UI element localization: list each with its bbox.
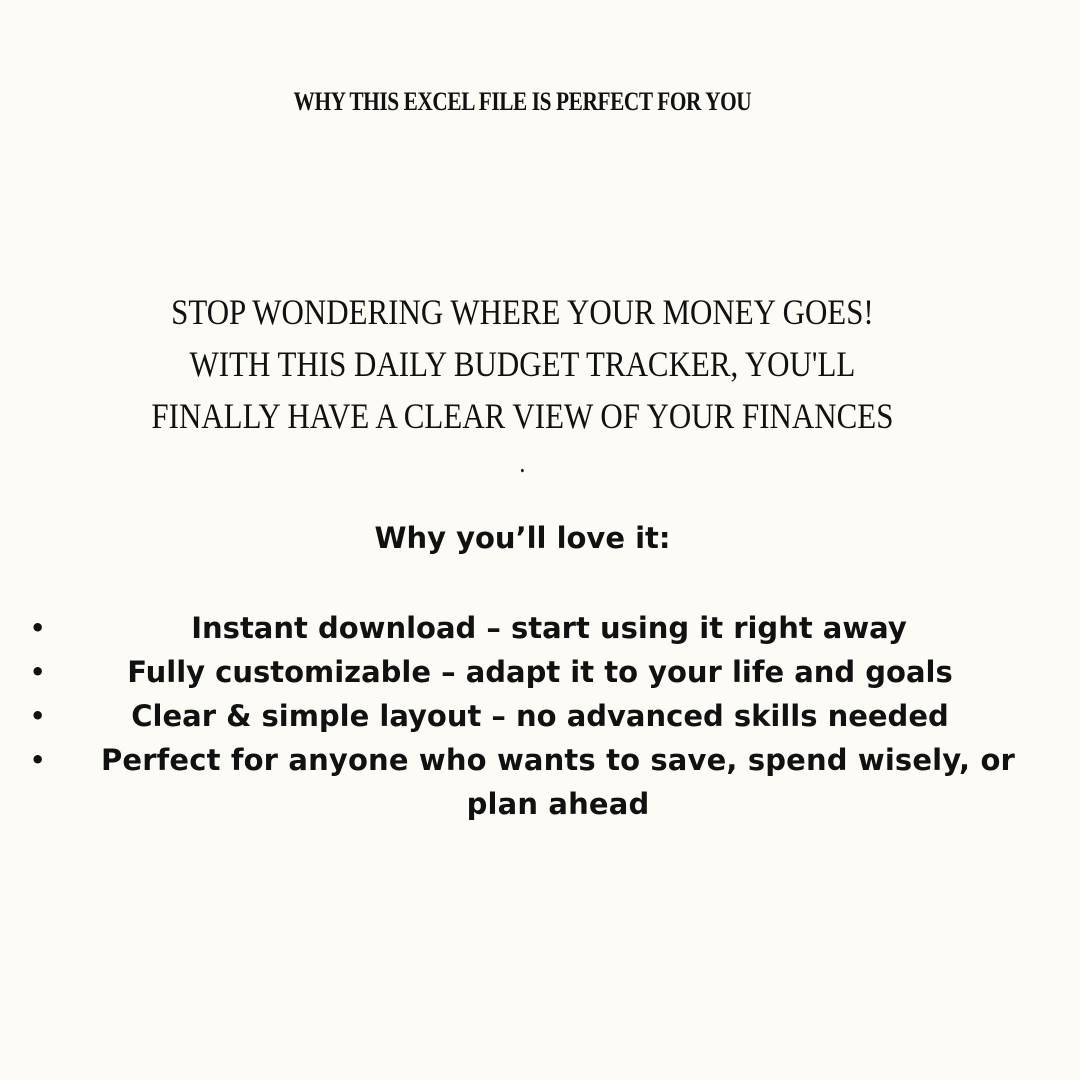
list-item: [0, 650, 1080, 694]
intro-line: .: [519, 448, 526, 479]
benefits-list: [0, 606, 1080, 826]
list-item-text: Instant download – start using it right away: [191, 611, 907, 645]
intro-line: FINALLY HAVE A CLEAR VIEW OF YOUR FINANCES: [151, 396, 894, 436]
list-item-text: Fully customizable – adapt it to your life and goals: [127, 655, 953, 689]
bullet-icon: •: [30, 614, 46, 642]
bullet-icon: •: [30, 658, 46, 686]
list-item: [0, 606, 1080, 650]
bullet-icon: •: [30, 702, 46, 730]
list-item: [0, 694, 1080, 738]
page-title: WHY THIS EXCEL FILE IS PERFECT FOR YOU: [293, 87, 752, 116]
intro-line: WITH THIS DAILY BUDGET TRACKER, YOU'LL: [189, 344, 856, 384]
intro-line: STOP WONDERING WHERE YOUR MONEY GOES!: [171, 292, 874, 332]
intro-text: [73, 286, 972, 486]
section-heading: Why you’ll love it:: [374, 521, 671, 555]
list-item-text: Clear & simple layout – no advanced skills needed: [131, 699, 949, 733]
list-item-text: Perfect for anyone who wants to save, spend wisely, or plan ahead: [100, 743, 1015, 821]
bullet-icon: •: [30, 746, 46, 774]
list-item: [0, 738, 1080, 826]
